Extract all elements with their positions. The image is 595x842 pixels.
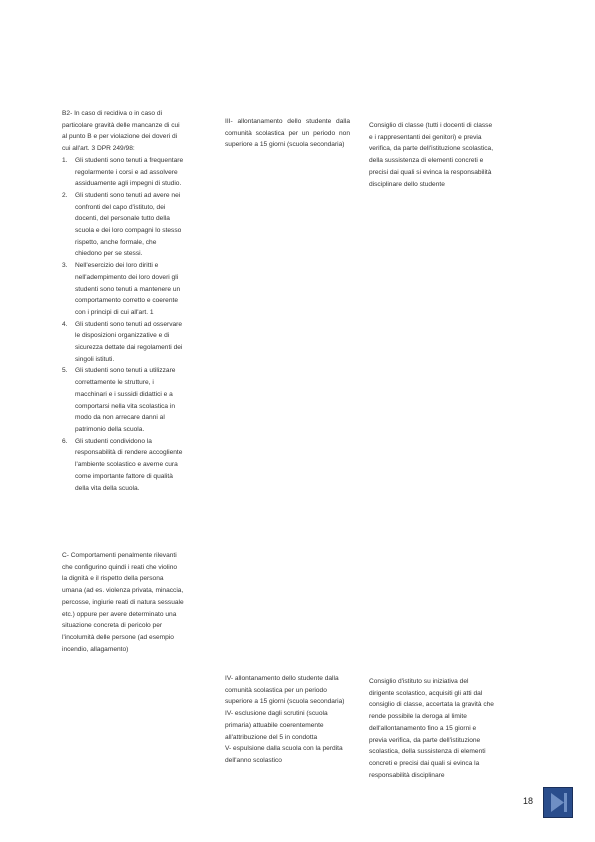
page-number: 18: [523, 796, 534, 806]
next-page-button[interactable]: [543, 787, 573, 818]
next-page-icon: [544, 788, 572, 817]
row1-offense-column: [62, 108, 184, 494]
duty-item: 2. Gli studenti sono tenuti ad avere nei confronti del capo d'istituto, dei docenti, del personale tutto della scuola e dei loro compagni lo stesso rispetto, anche formale, che chiedono per se stessi.: [62, 191, 182, 258]
duty-item: 3. Nell'esercizio dei loro diritti e nell'adempimento dei loro doveri gli studenti sono tenuti a mantenere un comportamento corretto e coerente con i principi di cui all'art. 1: [62, 262, 181, 316]
duty-item: 4. Gli studenti sono tenuti ad osservare le disposizioni organizzative e di sicurezza dettate dai regolamenti dei singoli istituti.: [62, 320, 183, 363]
row1-competent-body: Consiglio di classe (tutti i docenti di classe e i rappresentanti dei genitori) e previa verifica, da parte dell'istituzione scolastica, della sussistenza di elementi concreti e precisi dai quali si evinca la responsabilità disciplinare dello studente: [369, 122, 494, 188]
row2-competent-body: Consiglio d'istituto su iniziativa del dirigente scolastico, acquisiti gli atti dal consiglio di classe, accertata la gravità che rende possibile la deroga al limite dell'allontanamento fino a 15 giorni e previa verifica, da parte dell'istituzione scolastica, della sussistenza di elementi concreti e precisi dai quali si evinca la responsabilità disciplinare: [369, 678, 494, 779]
row2-offense: C- Comportamenti penalmente rilevanti che configurino quindi i reati che violino la dignità e il rispetto della persona umana (ad es. violenza privata, minaccia, percosse, ingiurie reati di natura sessuale etc.) oppure per avere determinato una situazione concreta di pericolo per l'incolumità delle persone (ad esempio incendio, allagamento): [62, 552, 184, 653]
duty-item: 1. Gli studenti sono tenuti a frequentare regolarmente i corsi e ad assolvere assiduamente agli impegni di studio.: [62, 156, 184, 188]
duty-item: 6. Gli studenti condividono la responsabilità di rendere accogliente l'ambiente scolastico e averne cura come importante fattore di qualità della vita della scuola.: [62, 437, 183, 492]
row2-sanction-column: [225, 673, 350, 767]
sanction-item: IV- esclusione dagli scrutini (scuola primaria) attuabile coerentemente all'attribuzione del 5 in condotta: [225, 710, 328, 741]
row1-sanction: III- allontanamento dello studente dalla comunità scolastica per un periodo non superiore a 15 giorni (scuola secondaria): [225, 118, 350, 149]
sanction-item: IV- allontanamento dello studente dalla comunità scolastica per un periodo superiore a 15 giorni (scuola secondaria): [225, 675, 345, 706]
row1-offense-intro: B2- In caso di recidiva o in caso di particolare gravità delle mancanze di cui al punto B e per violazione dei doveri di cui all'art. 3 DPR 249/98:: [62, 110, 180, 153]
sanction-item: V- espulsione dalla scuola con la perdita dell'anno scolastico: [225, 745, 343, 764]
duty-item: 5. Gli studenti sono tenuti a utilizzare correttamente le strutture, i macchinari e i sussidi didattici e a comportarsi nella vita scolastica in modo da non arrecare danni al patrimonio della scuola.: [62, 367, 176, 433]
